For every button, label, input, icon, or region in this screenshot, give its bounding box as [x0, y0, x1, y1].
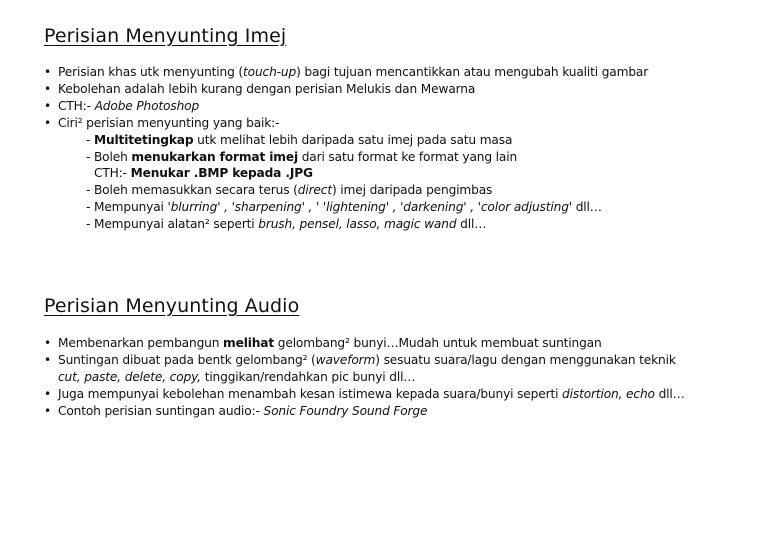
bullet-icon: • [44, 336, 52, 350]
sub-list-item: - Boleh menukarkan format imej dari satu format ke format yang lain [86, 149, 518, 164]
section-title-audio-editing: Perisian Menyunting Audio [44, 295, 300, 317]
list-item: • Kebolehan adalah lebih kurang dengan perisian Melukis dan Mewarna [44, 81, 476, 96]
bullet-icon: • [44, 352, 52, 367]
list-item: • Perisian khas utk menyunting (touch-up) bagi tujuan mencantikkan atau mengubah kualiti gambar [44, 65, 649, 79]
list-item-continuation: cut, paste, delete, copy, tinggikan/rendahkan pic bunyi dll… [58, 369, 416, 384]
sub-list-item: - Mempunyai 'blurring' , 'sharpening' , ' 'lightening' , 'darkening' , 'color adjusting' dll… [86, 200, 602, 215]
sub-list-item: CTH:- Menukar .BMP kepada .JPG [94, 166, 313, 181]
list-item: • Membenarkan pembangun melihat gelombang² bunyi…Mudah untuk membuat suntingan [44, 336, 602, 350]
sub-list-item: - Mempunyai alatan² seperti brush, pensel, lasso, magic wand dll… [86, 217, 487, 232]
sub-list-item: - Boleh memasukkan secara terus (direct) imej daripada pengimbas [86, 183, 493, 198]
bullet-icon: • [44, 386, 52, 401]
sub-list-item: - Multitetingkap utk melihat lebih daripada satu imej pada satu masa [86, 132, 513, 147]
audio-editing-list [44, 335, 685, 420]
bullet-icon: • [44, 98, 52, 113]
list-item: • Contoh perisian suntingan audio:- Sonic Foundry Sound Forge [44, 403, 428, 418]
list-item: • Ciri² perisian menyunting yang baik:- [44, 115, 280, 130]
bullet-icon: • [44, 65, 52, 79]
bullet-icon: • [44, 115, 52, 130]
bullet-icon: • [44, 403, 52, 418]
list-item: • CTH:- Adobe Photoshop [44, 98, 200, 113]
image-editing-list [44, 64, 648, 233]
section-title-image-editing: Perisian Menyunting Imej [44, 25, 287, 47]
bullet-icon: • [44, 81, 52, 96]
list-item: • Juga mempunyai kebolehan menambah kesan istimewa kepada suara/bunyi seperti distortion, echo dll… [44, 386, 685, 401]
list-item: • Suntingan dibuat pada bentk gelombang² (waveform) sesuatu suara/lagu dengan menggunakan teknik [44, 352, 676, 367]
